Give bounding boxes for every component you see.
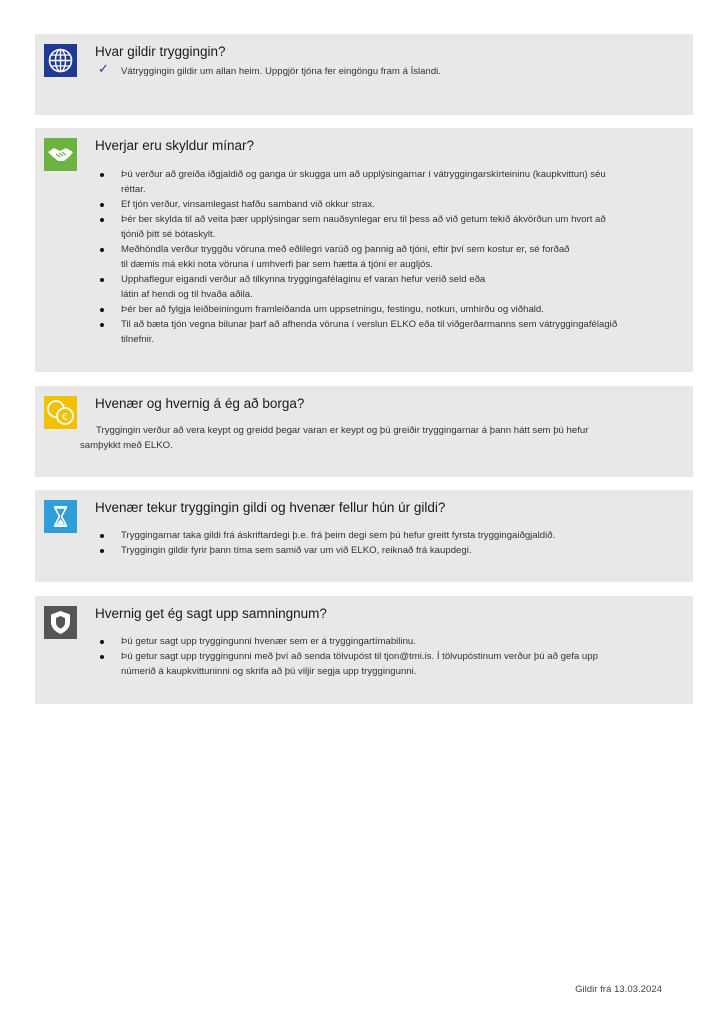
- coins-icon: [44, 396, 77, 429]
- section-heading: Hvar gildir tryggingin?: [95, 44, 226, 59]
- globe-icon: [44, 44, 77, 77]
- section-where-valid: [35, 34, 693, 115]
- list-item: Upphaflegur eigandi verður að tilkynna tryggingafélaginu ef varan hefur verið seld eða látin af hendi og til hvaða aðila.: [95, 272, 693, 302]
- list-item: Tryggingin gildir fyrir þann tíma sem samið var um við ELKO, reiknað frá kaupdegi.: [95, 543, 693, 558]
- section-heading: Hverjar eru skyldur mínar?: [95, 138, 255, 153]
- list-item: Þú verður að greiða iðgjaldið og ganga úr skugga um að upplýsingarnar í vátryggingarskírteininu (kaupkvittun) séu réttar.: [95, 167, 693, 197]
- list-item: Þér ber að fylgja leiðbeiningum framleiðanda um uppsetningu, festingu, notkun, umhirðu og viðhald.: [95, 302, 693, 317]
- list-item: Þú getur sagt upp tryggingunni hvenær sem er á tryggingartímabilinu.: [95, 634, 693, 649]
- list-item: Tryggingarnar taka gildi frá áskriftardegi þ.e. frá þeim degi sem þú hefur greitt fyrsta tryggingaiðgjaldið.: [95, 528, 693, 543]
- section-heading: Hvenær og hvernig á ég að borga?: [95, 396, 305, 411]
- section-obligations: [35, 128, 693, 372]
- section-validity: [35, 490, 693, 582]
- paragraph: Tryggingin verður að vera keypt og greidd þegar varan er keypt og þú greiðir tryggingarnar á þann hátt sem þú hefur samþykkt með ELKO.: [80, 425, 589, 451]
- validity-date-footer: Gildir frá 13.03.2024: [575, 984, 662, 995]
- list-item: Til að bæta tjón vegna bilunar þarf að afhenda vöruna í verslun ELKO eða til viðgerðarmanns sem vátryggingafélagið tilnefnir.: [95, 317, 693, 347]
- list-item: Þér ber skylda til að veita þær upplýsingar sem nauðsynlegar eru til þess að við getum tekið ákvörðun um hvort að tjónið þitt sé bótaskylt.: [95, 212, 693, 242]
- section-payment: [35, 386, 693, 477]
- shield-icon: [44, 606, 77, 639]
- list-item: Þú getur sagt upp tryggingunni með því að senda tölvupóst til tjon@tmi.is. Í tölvupóstinum verður þú að gefa upp númerið á kaupkvittuninni og skrifa að þú viljir segja upp tryggingunni.: [95, 649, 693, 679]
- hourglass-icon: [44, 500, 77, 533]
- section-cancel: [35, 596, 693, 704]
- svg-text:€: €: [61, 412, 69, 423]
- list-item: Ef tjón verður, vinsamlegast hafðu samband við okkur strax.: [95, 197, 693, 212]
- handshake-icon: [44, 138, 77, 171]
- check-item: ✓ Vátryggingin gildir um allan heim. Uppgjör tjóna fer eingöngu fram á Íslandi.: [98, 61, 441, 77]
- section-heading: Hvernig get ég sagt upp samningnum?: [95, 606, 327, 621]
- section-heading: Hvenær tekur tryggingin gildi og hvenær fellur hún úr gildi?: [95, 500, 446, 515]
- list-item: Meðhöndla verður tryggðu vöruna með eðlilegri varúð og þannig að tjóni, eftir því sem kostur er, sé forðað til dæmis má ekki nota vöruna í umhverfi þar sem hætta á tjóni er augljós.: [95, 242, 693, 272]
- checkmark-icon: ✓: [98, 61, 109, 76]
